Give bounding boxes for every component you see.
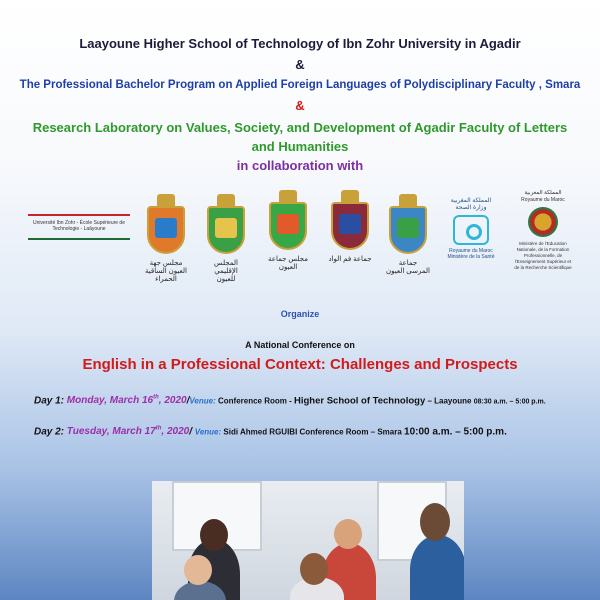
collaboration-text: in collaboration with	[236, 158, 364, 173]
shield-icon	[331, 202, 369, 250]
shield-icon	[389, 206, 427, 254]
coat-of-arms-icon	[528, 207, 558, 237]
ampersand-2: &	[295, 98, 305, 113]
day-2-line: Day 2: Tuesday, March 17th, 2020/ Venue: Sidi Ahmed RGUIBI Conference Room – Smara 10:00 a.m. – 5:00 p.m.	[34, 426, 507, 438]
ministry-education-logo: المملكة المغربية Royaume du Maroc Ministère de l'Education Nationale, de la Formation Professionnelle, de l'Enseignement Supérieur et de la Recherche Scientifique	[514, 190, 572, 270]
est-laayoune-logo-text: Université Ibn Zohr - École Supérieure de Technologie - Laâyoune	[33, 220, 125, 232]
crest-foum-el-oued: جماعة فم الواد	[328, 190, 372, 264]
crest-el-marsa: جماعة المرسى العيون	[386, 194, 430, 276]
shield-icon	[269, 202, 307, 250]
organizer-line-faculty: The Professional Bachelor Program on Applied Foreign Languages of Polydisciplinary Faculty , Smara	[19, 79, 581, 91]
day-2-date: Tuesday, March 17th, 2020	[66, 426, 190, 438]
conference-intro: A National Conference on	[245, 340, 355, 350]
ampersand-1: &	[295, 57, 305, 72]
shield-icon	[207, 206, 245, 254]
organizer-line-lab: Research Laboratory on Values, Society, and Development of Agadir Faculty of Letters and Humanities	[32, 120, 568, 154]
day-1-line: Day 1: Monday, March 16th, 2020/Venue: Conference Room - Higher School of Technology – Laayoune 08:30 a.m. – 5:00 p.m.	[34, 395, 546, 407]
day-1-date: Monday, March 16th, 2020	[66, 395, 187, 407]
health-ministry-icon	[453, 215, 489, 245]
day-2-time: 10:00 a.m. – 5:00 p.m.	[404, 426, 507, 438]
crest-laayoune-commune: مجلس جماعة العيون	[266, 190, 310, 272]
organize-text: Organize	[280, 309, 320, 319]
partner-logos	[0, 190, 600, 300]
ministry-health-logo: المملكة المغربية وزارة الصحة Royaume du Maroc Ministère de la Santé	[447, 198, 495, 260]
conference-title: English in a Professional Context: Challenges and Prospects	[82, 356, 518, 373]
day-1-time: 08:30 a.m. – 5:00 p.m.	[473, 398, 546, 406]
crest-provincial-council: المجلس الإقليمي للعيون	[204, 194, 248, 284]
est-laayoune-logo	[28, 214, 130, 240]
shield-icon	[147, 206, 185, 254]
organizer-line-est: Laayoune Higher School of Technology of Ibn Zohr University in Agadir	[79, 36, 521, 51]
students-photo	[152, 481, 464, 600]
crest-region-council: مجلس جهة العيون الساقية الحمراء	[144, 194, 188, 284]
